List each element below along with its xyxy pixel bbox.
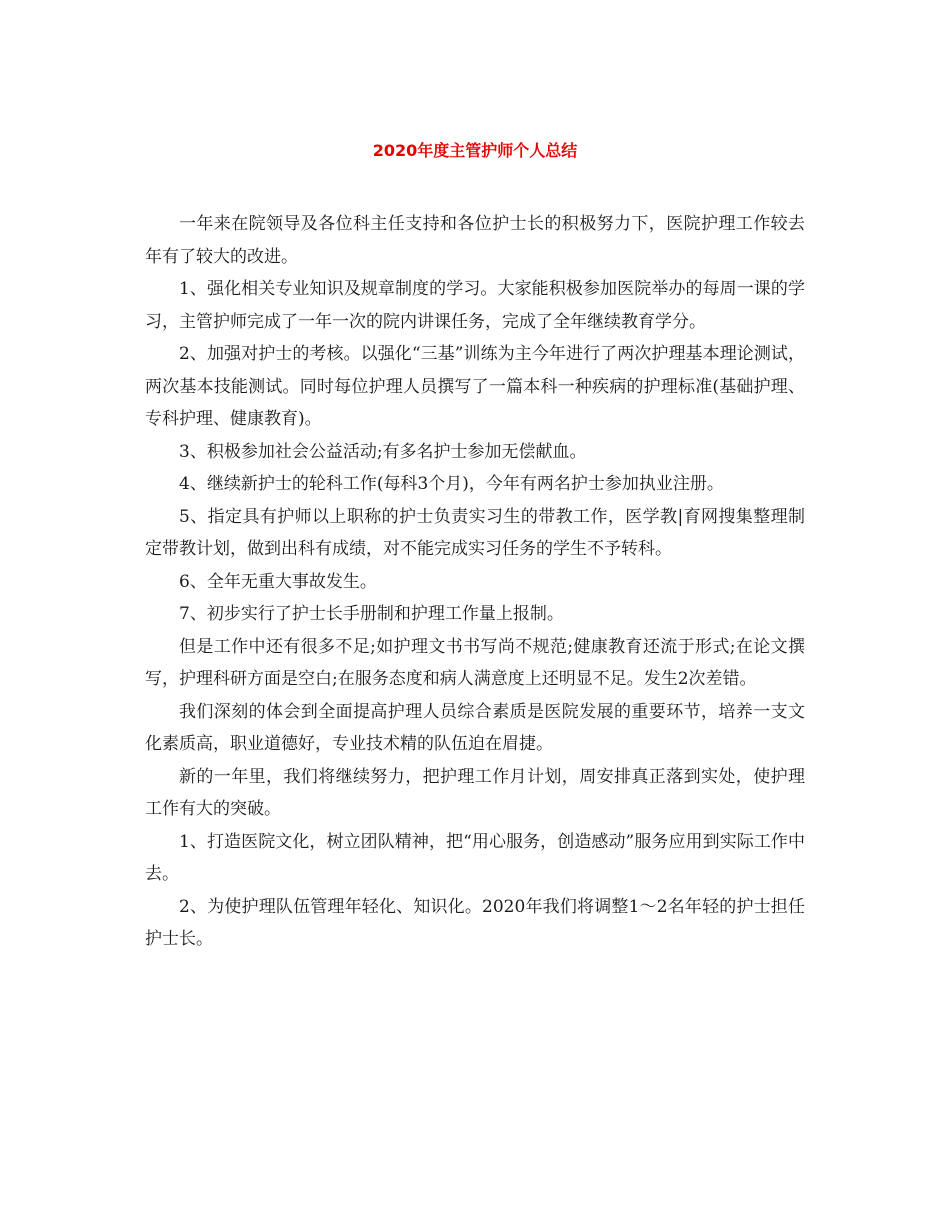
paragraph-plan-1: 1、打造医院文化，树立团队精神，把“用心服务，创造感动”服务应用到实际工作中去。: [145, 831, 805, 884]
paragraph-item-7: 7、初步实行了护士长手册制和护理工作量上报制。: [179, 604, 564, 624]
paragraph-item-6: 6、全年无重大事故发生。: [179, 571, 377, 592]
paragraph-item-3: 3、积极参加社会公益活动;有多名护士参加无偿献血。: [179, 441, 587, 462]
document-title: 2020年度主管护师个人总结: [372, 141, 578, 160]
paragraph-plan-2: 2、为使护理队伍管理年轻化、知识化。2020年我们将调整1～2名年轻的护士担任护士长。: [145, 896, 805, 949]
paragraph-reflection: 我们深刻的体会到全面提高护理人员综合素质是医院发展的重要环节，培养一支文化素质高，职业道德好，专业技术精的队伍迫在眉捷。: [145, 701, 805, 754]
document-body: [145, 208, 805, 956]
paragraph-intro: 一年来在院领导及各位科主任支持和各位护士长的积极努力下，医院护理工作较去年有了较大的改进。: [145, 214, 805, 267]
paragraph-item-4: 4、继续新护士的轮科工作(每科3个月)，今年有两名护士参加执业注册。: [179, 474, 724, 494]
paragraph-shortcomings: 但是工作中还有很多不足;如护理文书书写尚不规范;健康教育还流于形式;在论文撰写，护理科研方面是空白;在服务态度和病人满意度上还明显不足。发生2次差错。: [145, 636, 805, 689]
paragraph-item-2: 2、加强对护士的考核。以强化“三基”训练为主今年进行了两次护理基本理论测试，两次基本技能测试。同时每位护理人员撰写了一篇本科一种疾病的护理标准(基础护理、专科护理、健康教育)。: [145, 344, 805, 429]
paragraph-item-1: 1、强化相关专业知识及规章制度的学习。大家能积极参加医院举办的每周一课的学习，主管护师完成了一年一次的院内讲课任务，完成了全年继续教育学分。: [145, 279, 805, 332]
paragraph-item-5: 5、指定具有护师以上职称的护士负责实习生的带教工作，医学教|育网搜集整理制定带教计划，做到出科有成绩，对不能完成实习任务的学生不予转科。: [145, 506, 805, 559]
paragraph-plan-intro: 新的一年里，我们将继续努力，把护理工作月计划，周安排真正落到实处，使护理工作有大的突破。: [145, 766, 805, 819]
